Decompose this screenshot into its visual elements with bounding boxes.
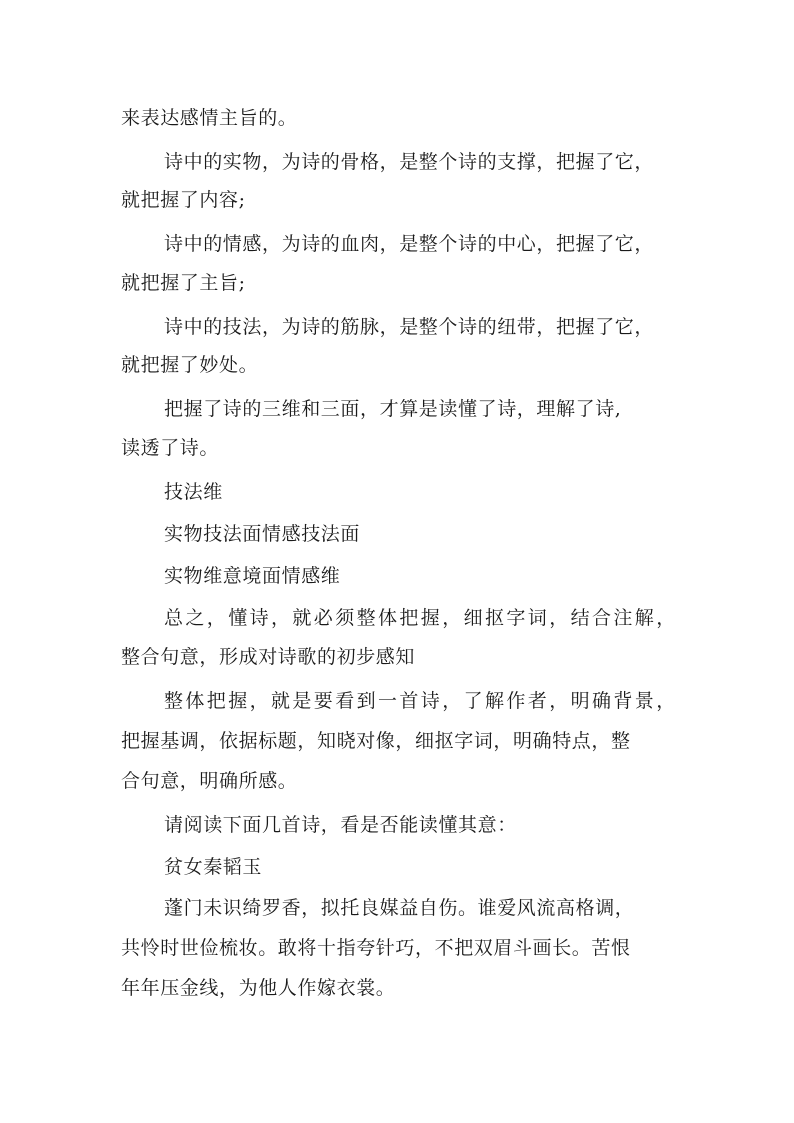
text-line: 诗中的情感，为诗的血肉，是整个诗的中心，把握了它， xyxy=(164,233,655,255)
text-line: 来表达感情主旨的。 xyxy=(121,107,298,129)
text-line: 合句意，明确所感。 xyxy=(121,770,298,792)
text-line: 技法维 xyxy=(164,481,223,503)
text-line: 蓬门未识绮罗香，拟托良媒益自伤。谁爱风流高格调， xyxy=(164,897,635,919)
text-line: 贫女秦韬玉 xyxy=(164,856,263,878)
text-line: 读透了诗。 xyxy=(121,437,220,459)
text-line: 诗中的技法，为诗的筋脉，是整个诗的纽带，把握了它， xyxy=(164,316,655,338)
text-line: 总之，懂诗，就必须整体把握，细抠字词，结合注解， xyxy=(164,607,678,629)
text-line: 就把握了主旨; xyxy=(121,272,246,294)
text-line: 年年压金线，为他人作嫁衣裳。 xyxy=(121,977,396,999)
text-line: 就把握了内容; xyxy=(121,189,246,211)
text-line: 把握基调，依据标题，知晓对像，细抠字词，明确特点，整 xyxy=(121,730,631,752)
text-line: 就把握了妙处。 xyxy=(121,354,259,376)
text-line: 整合句意，形成对诗歌的初步感知 xyxy=(121,646,416,668)
text-line: 共怜时世俭梳妆。敢将十指夸针巧，不把双眉斗画长。苦恨 xyxy=(121,937,631,959)
text-line: 实物技法面情感技法面 xyxy=(164,523,361,545)
text-line: 诗中的实物，为诗的骨格，是整个诗的支撑，把握了它， xyxy=(164,151,655,173)
text-line: 整体把握，就是要看到一首诗，了解作者，明确背景， xyxy=(164,690,678,712)
text-line: 实物维意境面情感维 xyxy=(164,565,341,587)
text-line: 把握了诗的三维和三面，才算是读懂了诗，理解了诗, xyxy=(164,398,622,420)
text-line: 请阅读下面几首诗，看是否能读懂其意： xyxy=(164,814,517,836)
